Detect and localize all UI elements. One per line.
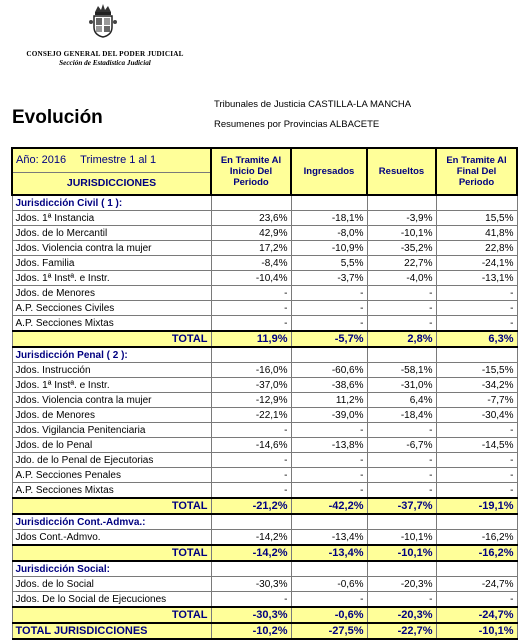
table-row xyxy=(12,363,517,378)
value-cell: -18,4% xyxy=(367,408,436,423)
total-row xyxy=(12,331,517,347)
value-cell: -20,3% xyxy=(367,577,436,592)
section-empty-cell xyxy=(436,561,517,577)
table-row xyxy=(12,438,517,453)
value-cell: -22,7% xyxy=(367,623,436,639)
row-label: TOTAL xyxy=(12,545,211,561)
value-cell: -18,1% xyxy=(291,211,367,226)
value-cell: - xyxy=(211,453,291,468)
row-label: Jdos. de Menores xyxy=(12,408,211,423)
total-row xyxy=(12,607,517,623)
row-label: TOTAL JURISDICCIONES xyxy=(12,623,211,639)
section-empty-cell xyxy=(291,347,367,363)
row-label: Jdos. de lo Penal xyxy=(12,438,211,453)
row-label: Jdo. de lo Penal de Ejecutorias xyxy=(12,453,211,468)
value-cell: -38,6% xyxy=(291,378,367,393)
value-cell: -27,5% xyxy=(291,623,367,639)
section-empty-cell xyxy=(211,561,291,577)
section-label: Jurisdicción Civil ( 1 ): xyxy=(12,195,211,211)
table-row xyxy=(12,483,517,499)
org-section: Sección de Estadística Judicial xyxy=(59,59,151,67)
value-cell: -16,2% xyxy=(436,545,517,561)
table-row xyxy=(12,256,517,271)
value-cell: - xyxy=(367,483,436,499)
row-label: Jdos Cont.-Admvo. xyxy=(12,530,211,546)
table-row xyxy=(12,408,517,423)
value-cell: - xyxy=(291,592,367,608)
section-empty-cell xyxy=(436,514,517,530)
value-cell: - xyxy=(367,301,436,316)
value-cell: - xyxy=(211,423,291,438)
value-cell: 2,8% xyxy=(367,331,436,347)
value-cell: -21,2% xyxy=(211,498,291,514)
row-label: TOTAL xyxy=(12,498,211,514)
value-cell: -31,0% xyxy=(367,378,436,393)
value-cell: -37,0% xyxy=(211,378,291,393)
row-label: A.P. Secciones Penales xyxy=(12,468,211,483)
section-empty-cell xyxy=(291,195,367,211)
value-cell: -30,3% xyxy=(211,607,291,623)
value-cell: - xyxy=(436,316,517,332)
value-cell: -12,9% xyxy=(211,393,291,408)
grand-total-row xyxy=(12,623,517,639)
value-cell: 22,8% xyxy=(436,241,517,256)
row-label: TOTAL xyxy=(12,331,211,347)
value-cell: - xyxy=(436,592,517,608)
table-row xyxy=(12,592,517,608)
col-header-ingresados: Ingresados xyxy=(291,148,367,195)
row-label: Jdos. Familia xyxy=(12,256,211,271)
value-cell: -10,2% xyxy=(211,623,291,639)
row-label: A.P. Secciones Civiles xyxy=(12,301,211,316)
row-label: A.P. Secciones Mixtas xyxy=(12,483,211,499)
section-label: Jurisdicción Penal ( 2 ): xyxy=(12,347,211,363)
section-empty-cell xyxy=(211,347,291,363)
table-row xyxy=(12,286,517,301)
value-cell: -3,9% xyxy=(367,211,436,226)
table-row xyxy=(12,530,517,546)
value-cell: -5,7% xyxy=(291,331,367,347)
section-empty-cell xyxy=(211,195,291,211)
table-row xyxy=(12,226,517,241)
table-row xyxy=(12,211,517,226)
value-cell: -34,2% xyxy=(436,378,517,393)
table-row xyxy=(12,301,517,316)
col-header-resueltos: Resueltos xyxy=(367,148,436,195)
value-cell: -4,0% xyxy=(367,271,436,286)
value-cell: -15,5% xyxy=(436,363,517,378)
value-cell: -3,7% xyxy=(291,271,367,286)
row-label: Jdos. Instrucción xyxy=(12,363,211,378)
value-cell: -10,1% xyxy=(367,226,436,241)
table-row xyxy=(12,577,517,592)
value-cell: -16,0% xyxy=(211,363,291,378)
section-empty-cell xyxy=(436,347,517,363)
value-cell: 5,5% xyxy=(291,256,367,271)
value-cell: -13,1% xyxy=(436,271,517,286)
section-empty-cell xyxy=(291,561,367,577)
value-cell: 11,9% xyxy=(211,331,291,347)
row-label: Jdos. Violencia contra la mujer xyxy=(12,393,211,408)
value-cell: - xyxy=(291,453,367,468)
value-cell: -10,4% xyxy=(211,271,291,286)
value-cell: -22,1% xyxy=(211,408,291,423)
section-empty-cell xyxy=(211,514,291,530)
value-cell: -10,1% xyxy=(367,530,436,546)
value-cell: -10,1% xyxy=(436,623,517,639)
section-label: Jurisdicción Cont.-Admva.: xyxy=(12,514,211,530)
subtitle-province: Resumenes por Provincias ALBACETE xyxy=(214,119,380,130)
value-cell: - xyxy=(211,468,291,483)
value-cell: - xyxy=(211,286,291,301)
row-label: Jdos. 1ª Instancia xyxy=(12,211,211,226)
value-cell: - xyxy=(291,286,367,301)
row-label: Jdos. de lo Mercantil xyxy=(12,226,211,241)
col-header-tramite-inicio: En Tramite Al Inicio Del Periodo xyxy=(211,148,291,195)
value-cell: 17,2% xyxy=(211,241,291,256)
value-cell: -20,3% xyxy=(367,607,436,623)
value-cell: -14,2% xyxy=(211,530,291,546)
section-row xyxy=(12,514,517,530)
section-empty-cell xyxy=(291,514,367,530)
year-label: Año: 2016 xyxy=(16,154,67,167)
value-cell: -10,9% xyxy=(291,241,367,256)
row-label: Jdos. de lo Social xyxy=(12,577,211,592)
value-cell: - xyxy=(436,286,517,301)
value-cell: - xyxy=(211,483,291,499)
jurisdicciones-header: JURISDICCIONES xyxy=(12,173,211,195)
page-title: Evolución xyxy=(12,107,103,128)
row-label: Jdos. de Menores xyxy=(12,286,211,301)
value-cell: - xyxy=(211,316,291,332)
table-row xyxy=(12,241,517,256)
value-cell: 6,4% xyxy=(367,393,436,408)
section-row xyxy=(12,561,517,577)
value-cell: -39,0% xyxy=(291,408,367,423)
table-row xyxy=(12,271,517,286)
value-cell: - xyxy=(436,483,517,499)
table-row xyxy=(12,378,517,393)
value-cell: - xyxy=(211,301,291,316)
row-label: A.P. Secciones Mixtas xyxy=(12,316,211,332)
organization-header xyxy=(20,50,190,68)
row-label: Jdos. 1ª Instª. e Instr. xyxy=(12,378,211,393)
value-cell: -14,2% xyxy=(211,545,291,561)
section-row xyxy=(12,195,517,211)
table-row xyxy=(12,316,517,332)
section-empty-cell xyxy=(367,195,436,211)
value-cell: - xyxy=(436,468,517,483)
value-cell: -0,6% xyxy=(291,607,367,623)
total-row xyxy=(12,498,517,514)
value-cell: - xyxy=(291,316,367,332)
value-cell: -30,3% xyxy=(211,577,291,592)
value-cell: - xyxy=(367,316,436,332)
value-cell: - xyxy=(291,301,367,316)
section-empty-cell xyxy=(367,347,436,363)
value-cell: - xyxy=(367,468,436,483)
section-row xyxy=(12,347,517,363)
quarter-label: Trimestre 1 al 1 xyxy=(80,154,157,167)
value-cell: 42,9% xyxy=(211,226,291,241)
subtitle-tribunal: Tribunales de Justicia CASTILLA-LA MANCHA xyxy=(214,99,412,110)
value-cell: -42,2% xyxy=(291,498,367,514)
value-cell: -14,5% xyxy=(436,438,517,453)
value-cell: -30,4% xyxy=(436,408,517,423)
value-cell: - xyxy=(436,423,517,438)
table-row xyxy=(12,468,517,483)
value-cell: - xyxy=(291,483,367,499)
row-label: Jdos. 1ª Instª. e Instr. xyxy=(12,271,211,286)
org-name: CONSEJO GENERAL DEL PODER JUDICIAL xyxy=(26,50,184,58)
col-header-tramite-final: En Tramite Al Final Del Periodo xyxy=(436,148,517,195)
row-label: Jdos. Violencia contra la mujer xyxy=(12,241,211,256)
row-label: Jdos. Vigilancia Penitenciaria xyxy=(12,423,211,438)
statistics-table xyxy=(11,147,518,640)
value-cell: -35,2% xyxy=(367,241,436,256)
period-cell xyxy=(12,148,211,173)
value-cell: 11,2% xyxy=(291,393,367,408)
value-cell: - xyxy=(211,592,291,608)
value-cell: -37,7% xyxy=(367,498,436,514)
value-cell: - xyxy=(367,286,436,301)
value-cell: -6,7% xyxy=(367,438,436,453)
row-label: Jdos. De lo Social de Ejecuciones xyxy=(12,592,211,608)
value-cell: -13,4% xyxy=(291,545,367,561)
value-cell: -14,6% xyxy=(211,438,291,453)
table-row xyxy=(12,423,517,438)
judicial-crest-logo xyxy=(88,2,118,38)
value-cell: -8,0% xyxy=(291,226,367,241)
section-label: Jurisdicción Social: xyxy=(12,561,211,577)
total-row xyxy=(12,545,517,561)
value-cell: -8,4% xyxy=(211,256,291,271)
value-cell: - xyxy=(367,592,436,608)
value-cell: -16,2% xyxy=(436,530,517,546)
value-cell: -13,4% xyxy=(291,530,367,546)
section-empty-cell xyxy=(436,195,517,211)
value-cell: - xyxy=(291,468,367,483)
value-cell: -24,7% xyxy=(436,607,517,623)
section-empty-cell xyxy=(367,514,436,530)
value-cell: - xyxy=(367,453,436,468)
value-cell: 22,7% xyxy=(367,256,436,271)
value-cell: -10,1% xyxy=(367,545,436,561)
value-cell: 41,8% xyxy=(436,226,517,241)
value-cell: 6,3% xyxy=(436,331,517,347)
value-cell: -0,6% xyxy=(291,577,367,592)
table-row xyxy=(12,453,517,468)
value-cell: - xyxy=(291,423,367,438)
row-label: TOTAL xyxy=(12,607,211,623)
value-cell: 15,5% xyxy=(436,211,517,226)
table-row xyxy=(12,393,517,408)
value-cell: 23,6% xyxy=(211,211,291,226)
value-cell: - xyxy=(436,453,517,468)
value-cell: - xyxy=(436,301,517,316)
value-cell: -13,8% xyxy=(291,438,367,453)
value-cell: -60,6% xyxy=(291,363,367,378)
section-empty-cell xyxy=(367,561,436,577)
value-cell: -19,1% xyxy=(436,498,517,514)
value-cell: -7,7% xyxy=(436,393,517,408)
value-cell: -24,7% xyxy=(436,577,517,592)
value-cell: -58,1% xyxy=(367,363,436,378)
value-cell: -24,1% xyxy=(436,256,517,271)
value-cell: - xyxy=(367,423,436,438)
